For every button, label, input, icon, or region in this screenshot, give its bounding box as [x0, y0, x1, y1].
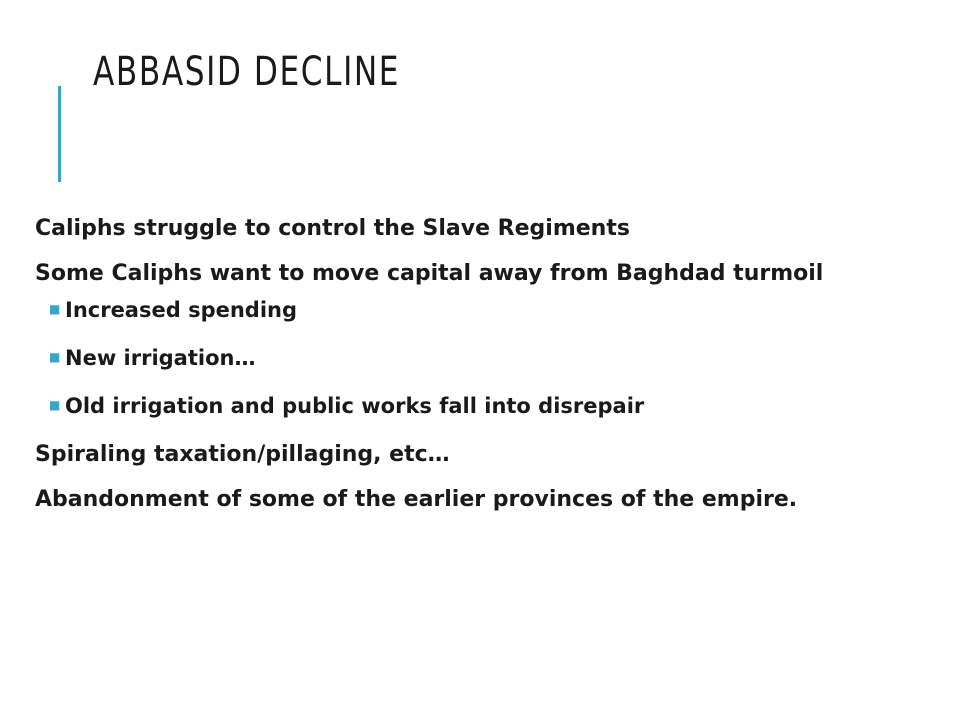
sub-bullet-text: Old irrigation and public works fall into disrepair [65, 394, 645, 418]
title-accent-bar [58, 86, 61, 182]
body-paragraph: Spiraling taxation/pillaging, etc… [35, 442, 450, 467]
slide-title: ABBASID DECLINE [93, 49, 401, 95]
sub-bullet-list [35, 294, 925, 422]
square-bullet-icon: ■ [49, 302, 61, 316]
body-paragraph: Caliphs struggle to control the Slave Regiments [35, 216, 630, 241]
body-paragraph: Some Caliphs want to move capital away from Baghdad turmoil [35, 261, 824, 286]
sub-bullet-text: Increased spending [65, 298, 298, 322]
slide-body [35, 212, 925, 528]
sub-bullet-item [49, 294, 925, 326]
body-paragraph: Abandonment of some of the earlier provinces of the empire. [35, 487, 798, 512]
sub-bullet-text: New irrigation… [65, 346, 256, 370]
square-bullet-icon: ■ [49, 350, 61, 364]
square-bullet-icon: ■ [49, 398, 61, 412]
sub-bullet-item [49, 342, 925, 374]
sub-bullet-item [49, 390, 925, 422]
